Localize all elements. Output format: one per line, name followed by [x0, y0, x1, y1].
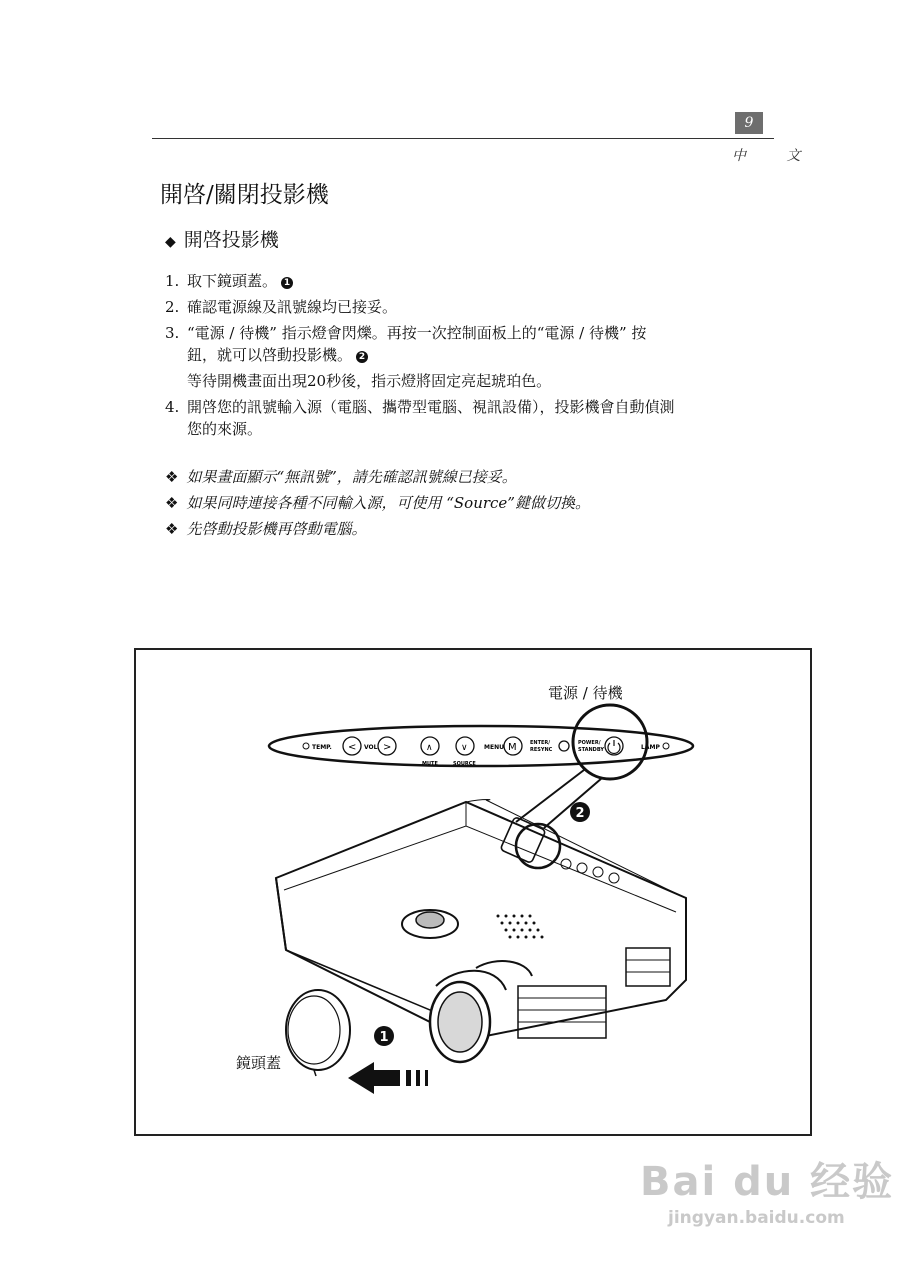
enter-button [559, 741, 569, 751]
step-text: 開啓您的訊號輸入源（電腦、攜帶型電腦、視訊設備），投影機會自動偵測 [187, 398, 675, 416]
note-bullet-icon: ❖ [165, 468, 179, 486]
step-number: 3. [165, 324, 180, 342]
resync-label: RESYNC [530, 747, 553, 753]
enter-label: ENTER/ [530, 740, 551, 746]
diamond-icon: ◆ [165, 234, 176, 250]
remove-arrow-icon [348, 1062, 428, 1094]
note-3 [165, 518, 366, 539]
page-title: 開啓/關閉投影機 [160, 182, 329, 208]
vol-label: VOL [364, 744, 378, 751]
step-text: “電源 / 待機” 指示燈會閃爍。再按一次控制面板上的“電源 / 待機” 按 [187, 324, 647, 342]
temp-label: TEMP. [312, 744, 332, 751]
lens-cap-icon [286, 990, 350, 1076]
step-text-cont: 您的來源。 [187, 420, 263, 438]
page-number: 9 [735, 112, 763, 134]
note-bullet-icon: ❖ [165, 494, 179, 512]
marker-2-text: 2 [575, 806, 585, 821]
mute-label: MUTE [422, 761, 438, 767]
note-1 [165, 466, 517, 487]
step-number: 4. [165, 398, 180, 416]
source-label: SOURCE [453, 761, 476, 767]
control-panel [269, 705, 693, 779]
step-4 [165, 396, 765, 440]
note-text: 如果畫面顯示“無訊號”，請先確認訊號線已接妥。 [186, 468, 517, 486]
language-label: 中 文 [732, 148, 819, 164]
marker-1-icon: 1 [281, 277, 293, 289]
note-2 [165, 492, 590, 513]
lens-cap-label: 鏡頭蓋 [236, 1054, 282, 1072]
lamp-led-icon [663, 743, 669, 749]
projector-illustration [136, 650, 810, 1134]
menu-button-label: M [508, 742, 517, 753]
marker-2-icon: 2 [356, 351, 368, 363]
baidu-watermark-logo: Bai du 经验 [640, 1159, 895, 1205]
temp-led-icon [303, 743, 309, 749]
step-text: 取下鏡頭蓋。 [187, 272, 278, 290]
step-number: 1. [165, 272, 180, 290]
menu-label: MENU [484, 744, 504, 751]
lamp-label: LAMP [641, 744, 660, 751]
svg-text:∨: ∨ [461, 743, 468, 753]
section-heading [165, 225, 279, 252]
note-bullet-icon: ❖ [165, 520, 179, 538]
section-heading-text: 開啓投影機 [183, 229, 279, 251]
step-2 [165, 296, 765, 318]
baidu-watermark-url: jingyan.baidu.com [668, 1208, 845, 1228]
note-text: 如果同時連接各種不同輸入源，可使用 “Source”鍵做切換。 [186, 494, 590, 512]
svg-text:>: > [383, 742, 392, 753]
note-text: 先啓動投影機再啓動電腦。 [186, 520, 367, 538]
step-number: 2. [165, 298, 180, 316]
power-standby-label: 電源 / 待機 [548, 684, 623, 702]
marker-1-text: 1 [379, 1030, 389, 1045]
standby-label: STANDBY [578, 747, 604, 753]
header-rule [152, 138, 774, 139]
step-3 [165, 322, 765, 392]
svg-text:<: < [348, 742, 357, 753]
projector-figure [134, 648, 812, 1136]
power-label: POWER/ [578, 740, 601, 746]
step-subtext: 等待開機畫面出現20秒後，指示燈將固定亮起琥珀色。 [187, 372, 552, 390]
svg-text:∧: ∧ [426, 743, 433, 753]
step-text: 確認電源線及訊號線均已接妥。 [187, 298, 398, 316]
step-1 [165, 270, 765, 292]
step-text-cont: 鈕，就可以啓動投影機。 [187, 346, 353, 364]
